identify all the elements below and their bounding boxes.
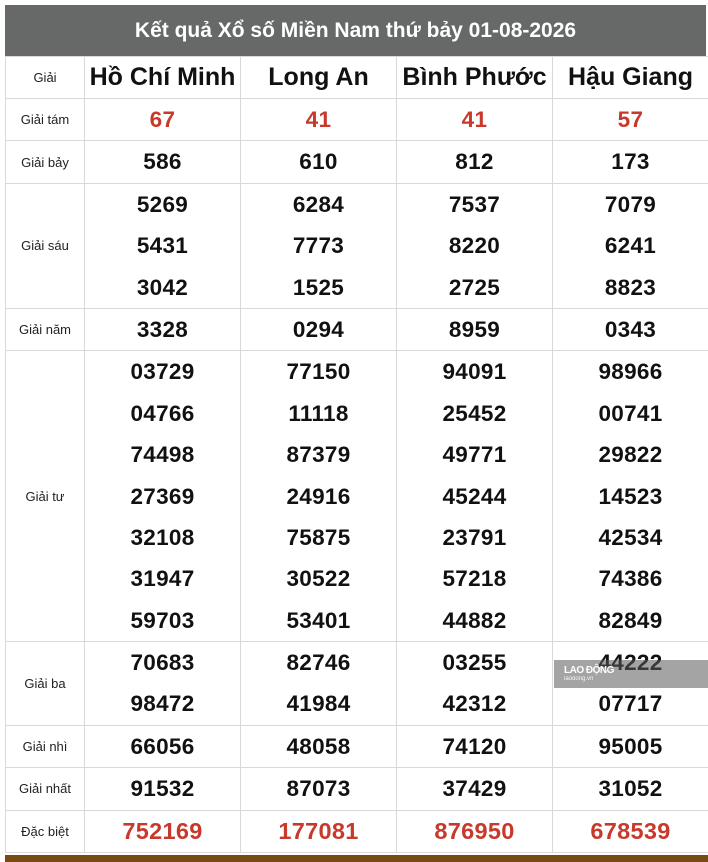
prize-label: Giải bảy xyxy=(6,141,85,183)
prize-number: 04766 xyxy=(130,400,195,426)
prize-number: 66056 xyxy=(130,733,195,759)
prize-number: 67 xyxy=(149,107,176,132)
prize-cell xyxy=(85,725,241,767)
prize-number: 27369 xyxy=(130,483,195,509)
prize-number: 24916 xyxy=(286,483,351,509)
prize-cell xyxy=(553,351,708,642)
prize-number: 49771 xyxy=(442,442,507,468)
prize-row xyxy=(6,768,708,810)
prize-cell xyxy=(241,141,397,183)
prize-number: 82746 xyxy=(286,650,351,676)
prize-number: 8823 xyxy=(604,274,657,300)
prize-number: 32108 xyxy=(130,524,195,550)
prize-number: 59703 xyxy=(130,607,195,633)
prize-number: 42312 xyxy=(442,691,507,717)
prize-label: Giải ba xyxy=(6,642,85,726)
prize-number: 610 xyxy=(299,149,338,175)
prize-row xyxy=(6,725,708,767)
prize-cell xyxy=(553,141,708,183)
prize-number: 586 xyxy=(143,149,182,175)
prize-number: 07717 xyxy=(598,691,663,717)
prize-number: 98472 xyxy=(130,691,195,717)
prize-number: 87379 xyxy=(286,442,351,468)
prize-number: 75875 xyxy=(286,524,351,550)
prize-number: 00741 xyxy=(598,400,663,426)
prize-cell xyxy=(397,183,553,308)
prize-number: 752169 xyxy=(122,817,203,844)
prize-number: 5269 xyxy=(136,191,189,217)
prize-row xyxy=(6,351,708,642)
prize-row xyxy=(6,810,708,852)
prize-number: 2725 xyxy=(448,274,501,300)
prize-number: 41 xyxy=(305,107,332,132)
prize-number: 74386 xyxy=(598,566,663,592)
prize-cell xyxy=(85,810,241,852)
prize-cell xyxy=(85,99,241,141)
prize-cell xyxy=(241,351,397,642)
prize-cell xyxy=(553,768,708,810)
prize-number: 8220 xyxy=(448,233,501,259)
prize-number: 6284 xyxy=(292,191,345,217)
prize-number: 7079 xyxy=(604,191,657,217)
prize-number: 30522 xyxy=(286,566,351,592)
prize-row xyxy=(6,141,708,183)
prize-number: 37429 xyxy=(442,776,507,802)
prize-number: 0343 xyxy=(604,316,657,342)
prize-number: 70683 xyxy=(130,650,195,676)
prize-number: 42534 xyxy=(598,524,663,550)
prize-number: 3042 xyxy=(136,274,189,300)
prize-cell xyxy=(397,810,553,852)
prize-cell xyxy=(241,810,397,852)
prize-number: 45244 xyxy=(442,483,507,509)
prize-cell xyxy=(553,725,708,767)
prize-number: 57218 xyxy=(442,566,507,592)
watermark-logo xyxy=(554,660,708,688)
header-row xyxy=(6,57,708,99)
prize-cell xyxy=(397,768,553,810)
prize-label: Giải năm xyxy=(6,308,85,350)
prize-cell xyxy=(85,141,241,183)
watermark-site: laodong.vn xyxy=(564,676,594,682)
prize-cell xyxy=(553,308,708,350)
prize-cell xyxy=(397,308,553,350)
prize-number: 98966 xyxy=(598,359,663,385)
prize-number: 1525 xyxy=(292,274,345,300)
header-label: Giải xyxy=(6,57,85,99)
prize-number: 82849 xyxy=(598,607,663,633)
prize-number: 6241 xyxy=(604,233,657,259)
prize-number: 0294 xyxy=(292,316,345,342)
watermark-brand: LAO ĐỘNG xyxy=(564,665,614,676)
prize-number: 29822 xyxy=(598,442,663,468)
prize-cell xyxy=(397,642,553,726)
prize-label: Giải nhì xyxy=(6,725,85,767)
province-name: Hậu Giang xyxy=(553,57,708,99)
prize-number: 8959 xyxy=(448,316,501,342)
prize-number: 14523 xyxy=(598,483,663,509)
prize-number: 876950 xyxy=(434,817,515,844)
prize-number: 3328 xyxy=(136,316,189,342)
prize-number: 74498 xyxy=(130,442,195,468)
prize-cell xyxy=(241,725,397,767)
prize-cell xyxy=(553,183,708,308)
prize-cell xyxy=(241,768,397,810)
prize-number: 44882 xyxy=(442,607,507,633)
prize-number: 48058 xyxy=(286,733,351,759)
prize-row xyxy=(6,308,708,350)
prize-cell xyxy=(241,642,397,726)
prize-number: 87073 xyxy=(286,776,351,802)
province-name: Long An xyxy=(241,57,397,99)
page-title: Kết quả Xổ số Miền Nam thứ bảy 01-08-2026 xyxy=(5,5,706,56)
results-body xyxy=(6,57,708,853)
prize-label: Giải tư xyxy=(6,351,85,642)
results-table xyxy=(5,56,708,853)
prize-cell xyxy=(397,725,553,767)
prize-cell xyxy=(85,642,241,726)
prize-number: 57 xyxy=(617,107,644,132)
prize-cell xyxy=(397,351,553,642)
prize-number: 77150 xyxy=(286,359,351,385)
prize-number: 177081 xyxy=(278,817,359,844)
prize-cell xyxy=(397,99,553,141)
prize-number: 53401 xyxy=(286,607,351,633)
prize-label: Giải sáu xyxy=(6,183,85,308)
prize-number: 7773 xyxy=(292,233,345,259)
prize-label: Giải tám xyxy=(6,99,85,141)
prize-number: 5431 xyxy=(136,233,189,259)
prize-cell xyxy=(241,99,397,141)
prize-cell xyxy=(553,99,708,141)
prize-row xyxy=(6,99,708,141)
prize-cell xyxy=(397,141,553,183)
prize-number: 41984 xyxy=(286,691,351,717)
prize-number: 11118 xyxy=(288,400,349,426)
prize-number: 173 xyxy=(611,149,650,175)
prize-cell xyxy=(85,351,241,642)
prize-number: 94091 xyxy=(442,359,507,385)
prize-number: 91532 xyxy=(130,776,195,802)
province-name: Hồ Chí Minh xyxy=(85,57,241,99)
prize-cell xyxy=(85,183,241,308)
prize-number: 41 xyxy=(461,107,488,132)
prize-label: Đặc biệt xyxy=(6,810,85,852)
prize-cell xyxy=(241,308,397,350)
province-name: Bình Phước xyxy=(397,57,553,99)
prize-number: 31052 xyxy=(598,776,663,802)
prize-number: 812 xyxy=(455,149,494,175)
prize-cell xyxy=(85,768,241,810)
prize-number: 25452 xyxy=(442,400,507,426)
prize-number: 678539 xyxy=(590,817,671,844)
prize-number: 74120 xyxy=(442,733,507,759)
prize-row xyxy=(6,183,708,308)
prize-number: 03255 xyxy=(442,650,507,676)
prize-number: 7537 xyxy=(448,191,501,217)
footer-bar xyxy=(5,855,708,862)
prize-number: 03729 xyxy=(130,359,195,385)
prize-cell xyxy=(553,810,708,852)
prize-number: 31947 xyxy=(130,566,195,592)
prize-cell xyxy=(241,183,397,308)
prize-number: 95005 xyxy=(598,733,663,759)
prize-label: Giải nhất xyxy=(6,768,85,810)
prize-number: 23791 xyxy=(442,524,507,550)
prize-cell xyxy=(85,308,241,350)
